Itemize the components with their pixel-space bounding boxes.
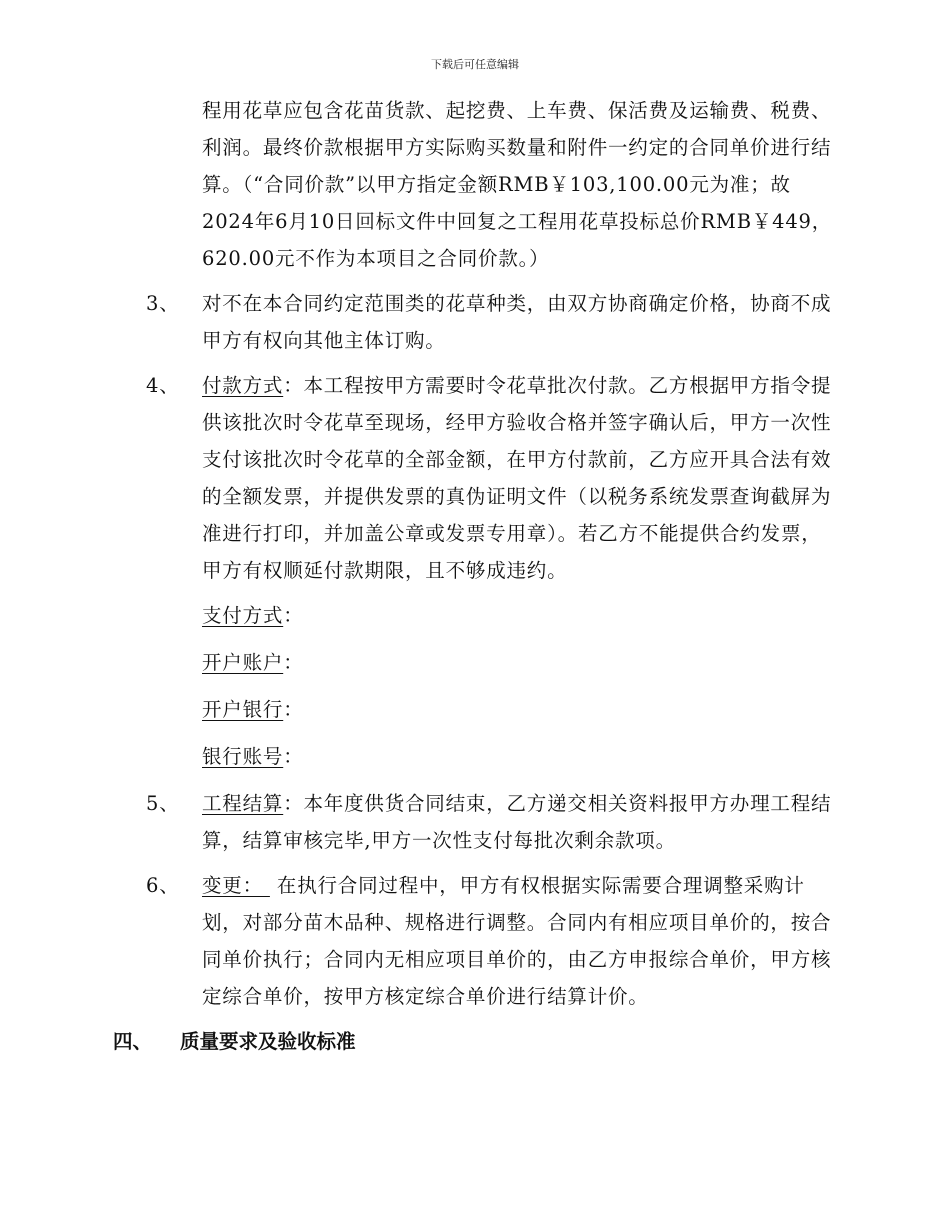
- field-payment-way: [0, 597, 950, 634]
- clause-3: [0, 285, 950, 359]
- field-separator: ：: [283, 698, 304, 721]
- field-label: 开户银行: [202, 698, 284, 721]
- clause-6-change: [0, 867, 950, 1015]
- clause-text: 对不在本合同约定范围类的花草种类，由双方协商确定价格，协商不成甲方有权向其他主体订购。: [202, 292, 832, 352]
- document-body: [0, 92, 950, 1060]
- clause-text: ：本年度供货合同结束，乙方递交相关资料报甲方办理工程结算，结算审核完毕,甲方一次性支付每批次剩余款项。: [202, 792, 832, 852]
- clause-number: 6、: [146, 874, 180, 897]
- clause-4-payment-method: [0, 367, 950, 589]
- clause-number: 3、: [146, 292, 180, 315]
- field-label: 支付方式: [202, 604, 284, 627]
- field-separator: ：: [283, 604, 304, 627]
- clause-label: 变更：: [202, 874, 270, 897]
- section-number: 四、: [113, 1030, 153, 1053]
- page-header: 下载后可任意编辑: [431, 58, 519, 71]
- field-separator: ：: [283, 651, 304, 674]
- field-bank: [0, 691, 950, 728]
- section-title: 质量要求及验收标准: [180, 1030, 356, 1053]
- paragraph-text: 程用花草应包含花苗货款、起挖费、上车费、保活费及运输费、税费、利润。最终价款根据甲方实际购买数量和附件一约定的合同单价进行结算。（“合同价款”以甲方指定金额RMB￥103,100.00元为准；故2024年6月10日回标文件中回复之工程用花草投标总价RMB￥449，620.00元不作为本项目之合同价款。）: [202, 99, 833, 270]
- field-separator: ：: [283, 745, 304, 768]
- clause-label: 付款方式: [202, 374, 284, 397]
- clause-number: 5、: [146, 792, 180, 815]
- clause-text: ：本工程按甲方需要时令花草批次付款。乙方根据甲方指令提供该批次时令花草至现场，经甲方验收合格并签字确认后，甲方一次性支付该批次时令花草的全部金额，在甲方付款前，乙方应开具合法有效的全额发票，并提供发票的真伪证明文件（以税务系统发票查询截屏为准进行打印，并加盖公章或发票专用章）。若乙方不能提供合约发票，甲方有权顺延付款期限，且不够成违约。: [202, 374, 832, 582]
- clause-label: 工程结算: [202, 792, 284, 815]
- field-account-name: [0, 644, 950, 681]
- clause-5-settlement: [0, 785, 950, 859]
- section-heading: [0, 1023, 950, 1060]
- paragraph-continuation: [0, 92, 950, 277]
- clause-text: 在执行合同过程中，甲方有权根据实际需要合理调整采购计划，对部分苗木品种、规格进行调整。合同内有相应项目单价的，按合同单价执行；合同内无相应项目单价的，由乙方申报综合单价，甲方核定综合单价，按甲方核定综合单价进行结算计价。: [202, 874, 832, 1008]
- clause-number: 4、: [146, 374, 180, 397]
- field-label: 银行账号: [202, 745, 284, 768]
- field-label: 开户账户: [202, 651, 284, 674]
- field-bank-account-number: [0, 738, 950, 775]
